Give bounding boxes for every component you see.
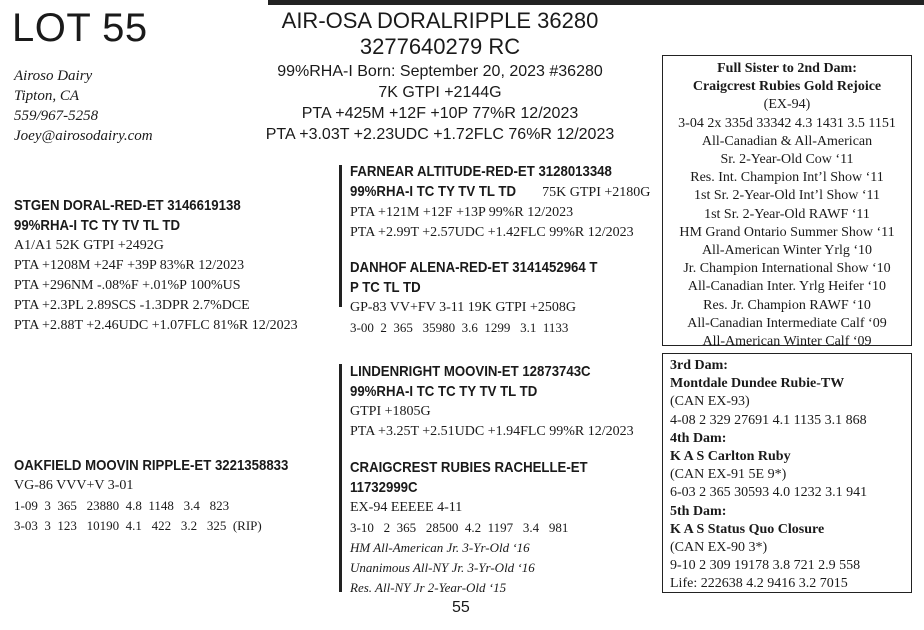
fifth-dam-classification: (CAN EX-90 3*) — [670, 540, 768, 556]
page-number: 55 — [452, 599, 470, 616]
full-sister-name: Craigcrest Rubies Gold Rejoice — [692, 79, 882, 95]
sire-sire-tags: 99%RHA-I TC TY TV TL TD — [350, 183, 517, 200]
maternal-line-box — [662, 353, 912, 593]
sire-info-line: PTA +2.88T +2.46UDC +1.07FLC 81%R 12/2023 — [14, 318, 298, 333]
sire-info-line: A1/A1 52K GTPI +2492G — [14, 238, 164, 253]
fifth-dam-lifetime: Life: 222638 4.2 9416 3.2 7015 — [670, 576, 848, 592]
consignor-block — [14, 66, 153, 146]
sire-dam-name: DANHOF ALENA-RED-ET 3141452964 T — [350, 259, 598, 276]
lot-number: LOT 55 — [12, 6, 148, 50]
sire-dam-block — [350, 258, 631, 338]
full-sister-line: Res. Int. Champion Int’l Show ‘11 — [690, 170, 884, 186]
animal-info-line: 99%RHA-I Born: September 20, 2023 #36280 — [277, 63, 603, 80]
full-sister-line: Res. Jr. Champion RAWF ‘10 — [703, 297, 871, 313]
dam-dam-registration: 11732999C — [350, 479, 418, 496]
third-dam-label: 3rd Dam: — [670, 358, 728, 373]
sire-dam-tags: P TC TL TD — [350, 279, 421, 296]
sire-sire-info-line: PTA +121M +12F +13P 99%R 12/2023 — [350, 205, 574, 220]
full-sister-line: Sr. 2-Year-Old Cow ‘11 — [720, 152, 854, 168]
third-dam-classification: (CAN EX-93) — [670, 394, 750, 410]
full-sister-line: 1st Sr. 2-Year-Old RAWF ‘11 — [704, 206, 870, 222]
dam-dam-honor: Unanimous All-NY Jr. 3-Yr-Old ‘16 — [350, 560, 535, 575]
dam-dam-record: 3-10 2 365 28500 4.2 1197 3.4 981 — [350, 520, 569, 535]
fourth-dam-record: 6-03 2 365 30593 4.0 1232 3.1 941 — [670, 485, 868, 501]
full-sister-line: All-Canadian Intermediate Calf ‘09 — [687, 315, 887, 331]
full-sister-line: HM Grand Ontario Summer Show ‘11 — [679, 224, 895, 240]
full-sister-line: All-American Winter Calf ‘09 — [702, 334, 872, 350]
full-sister-line: 1st Sr. 2-Year-Old Int’l Show ‘11 — [694, 188, 880, 204]
dam-dam-block — [350, 458, 620, 598]
full-sister-line: All-Canadian Inter. Yrlg Heifer ‘10 — [687, 279, 887, 295]
consignor-name: Airoso Dairy — [14, 68, 93, 84]
sire-dam-info-line: GP-83 VV+FV 3-11 19K GTPI +2508G — [350, 300, 576, 315]
sire-info-line: PTA +1208M +24F +39P 83%R 12/2023 — [14, 258, 245, 273]
dam-block — [14, 456, 326, 536]
fourth-dam-name: K A S Carlton Ruby — [670, 449, 791, 465]
sire-dam-record: 3-00 2 365 35980 3.6 1299 3.1 1133 — [350, 320, 569, 335]
full-sister-line: All-Canadian & All-American — [701, 133, 873, 149]
sire-tags: 99%RHA-I TC TY TV TL TD — [14, 217, 181, 234]
dam-record: 3-03 3 123 10190 4.1 422 3.2 325 (RIP) — [14, 518, 262, 533]
top-rule — [268, 0, 924, 5]
full-sister-line: 3-04 2x 335d 33342 4.3 1431 3.5 1151 — [678, 115, 896, 131]
sire-sire-info-line: PTA +2.99T +2.57UDC +1.42FLC 99%R 12/2023 — [350, 225, 634, 240]
dam-sire-name: LINDENRIGHT MOOVIN-ET 12873743C — [350, 363, 591, 380]
dam-sire-info-line: PTA +3.25T +2.51UDC +1.94FLC 99%R 12/2023 — [350, 424, 634, 439]
dam-dam-name: CRAIGCREST RUBIES RACHELLE-ET — [350, 459, 588, 476]
dam-name: OAKFIELD MOOVIN RIPPLE-ET 3221358833 — [14, 457, 289, 474]
dam-dam-classification: EX-94 EEEEE 4-11 — [350, 500, 463, 515]
third-dam-name: Montdale Dundee Rubie-TW — [670, 376, 845, 392]
pedigree-bracket-sire — [339, 165, 342, 307]
dam-sire-tags: 99%RHA-I TC TC TY TV TL TD — [350, 383, 538, 400]
consignor-city: Tipton, CA — [14, 88, 80, 104]
full-sister-box — [662, 55, 912, 350]
sire-sire-name: FARNEAR ALTITUDE-RED-ET 3128013348 — [350, 163, 612, 180]
sire-name: STGEN DORAL-RED-ET 3146619138 — [14, 197, 241, 214]
fifth-dam-record: 9-10 2 309 19178 3.8 721 2.9 558 — [670, 558, 861, 574]
fourth-dam-classification: (CAN EX-91 5E 9*) — [670, 467, 787, 483]
sire-block — [14, 196, 298, 336]
sire-info-line: PTA +2.3PL 2.89SCS -1.3DPR 2.7%DCE — [14, 298, 250, 313]
sire-sire-tags-line — [350, 182, 650, 203]
dam-sire-info-line: GTPI +1805G — [350, 404, 431, 419]
animal-name: AIR-OSA DORALRIPPLE 36280 — [281, 8, 599, 33]
dam-dam-honor: Res. All-NY Jr 2-Year-Old ‘15 — [350, 580, 507, 595]
animal-header — [232, 8, 648, 144]
fifth-dam-name: K A S Status Quo Closure — [670, 521, 825, 537]
dam-dam-honor: HM All-American Jr. 3-Yr-Old ‘16 — [350, 540, 530, 555]
animal-info-line: PTA +425M +12F +10P 77%R 12/2023 — [301, 105, 579, 122]
full-sister-classification: (EX-94) — [763, 97, 811, 113]
full-sister-line: Jr. Champion International Show ‘10 — [683, 261, 891, 277]
full-sister-line: All-American Winter Yrlg ‘10 — [701, 243, 873, 259]
animal-registration: 3277640279 RC — [359, 34, 521, 59]
sire-info-line: PTA +296NM -.08%F +.01%P 100%US — [14, 278, 241, 293]
consignor-phone: 559/967-5258 — [14, 108, 99, 124]
consignor-email: Joey@airosodairy.com — [14, 128, 153, 144]
dam-classification: VG-86 VVV+V 3-01 — [14, 478, 134, 493]
fifth-dam-label: 5th Dam: — [670, 503, 727, 519]
sire-sire-block — [350, 162, 650, 243]
sire-sire-gtpi: 75K GTPI +2180G — [538, 185, 651, 200]
full-sister-heading: Full Sister to 2nd Dam: — [717, 61, 857, 76]
animal-info-line: PTA +3.03T +2.23UDC +1.72FLC 76%R 12/2023 — [265, 126, 615, 143]
third-dam-record: 4-08 2 329 27691 4.1 1135 3.1 868 — [670, 412, 867, 428]
dam-record: 1-09 3 365 23880 4.8 1148 3.4 823 — [14, 498, 230, 513]
dam-sire-block — [350, 362, 634, 442]
animal-info-line: 7K GTPI +2144G — [378, 84, 502, 101]
fourth-dam-label: 4th Dam: — [670, 430, 727, 446]
pedigree-bracket-dam — [339, 364, 342, 592]
